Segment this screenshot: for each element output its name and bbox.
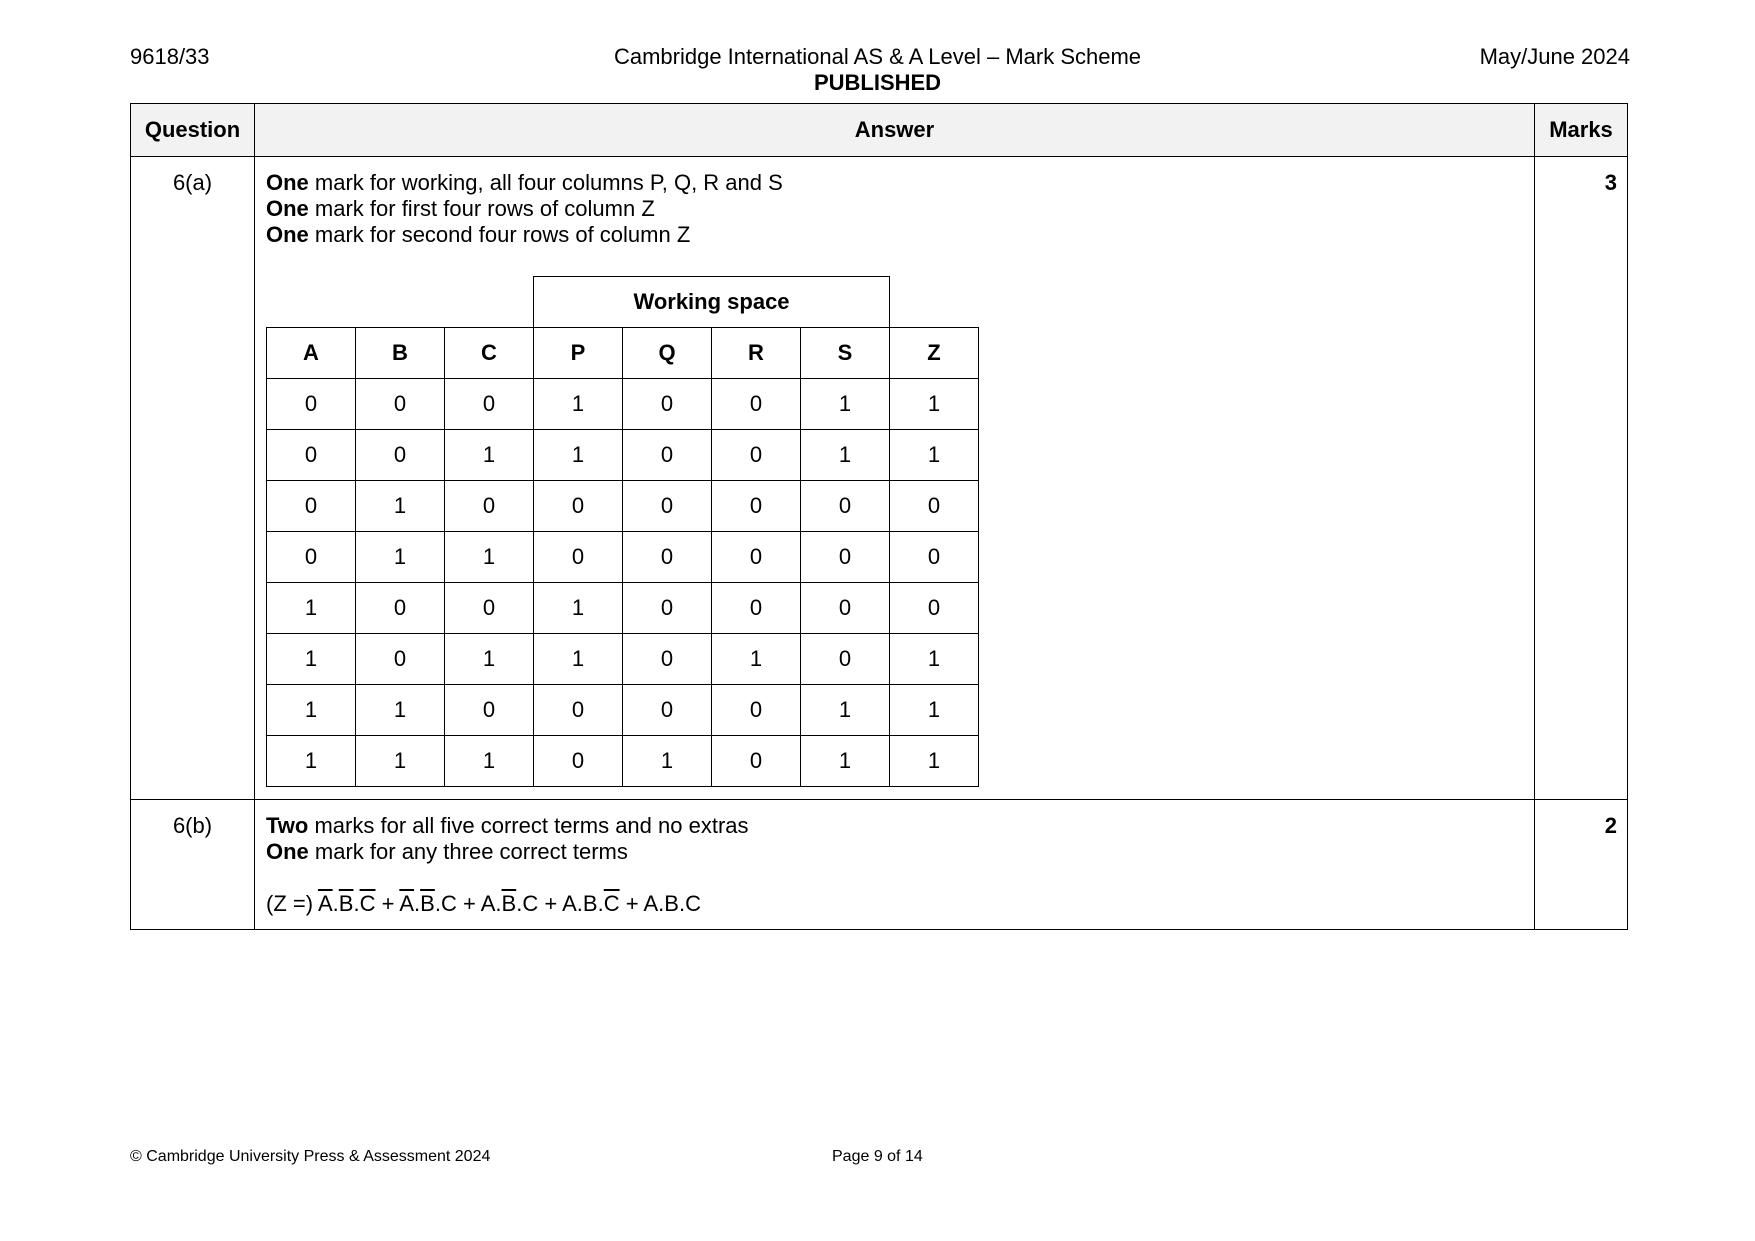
variable: A (480, 891, 496, 916)
plus-operator: + (375, 891, 400, 916)
variable: C (685, 891, 701, 916)
published-label: PUBLISHED (813, 70, 942, 95)
column-header-p: P (534, 328, 623, 379)
table-row (267, 379, 979, 430)
question-number: 6(b) (131, 800, 255, 930)
table-cell: 1 (534, 379, 623, 430)
expression-term: $A.B.\overline{C}$ (562, 891, 620, 916)
table-cell: 1 (890, 736, 979, 787)
table-cell: 1 (534, 430, 623, 481)
table-cell: 0 (801, 634, 890, 685)
column-header-s: S (801, 328, 890, 379)
variable: A (562, 891, 577, 916)
table-cell: 0 (356, 634, 445, 685)
table-cell: 0 (623, 583, 712, 634)
mark-criteria (266, 813, 1524, 865)
table-cell: 0 (623, 430, 712, 481)
criterion-text: marks for all five correct terms and no extras (308, 813, 749, 838)
table-cell: 0 (534, 736, 623, 787)
table-cell: 1 (445, 430, 534, 481)
truth-table (266, 276, 979, 787)
criterion-count: One (266, 222, 309, 247)
table-cell: 1 (445, 532, 534, 583)
table-cell: 1 (801, 736, 890, 787)
table-cell: 0 (623, 634, 712, 685)
boolean-expression (266, 891, 1524, 917)
table-row (267, 634, 979, 685)
paper-code: 9618/33 (130, 44, 210, 69)
negated-variable: $\overline{A}$ (317, 891, 333, 916)
expression-term: $\overline{A}.\overline{B}.C$ (399, 891, 457, 916)
table-cell: 0 (712, 736, 801, 787)
expression-prefix: (Z =) (266, 891, 318, 916)
column-header-a: A (267, 328, 356, 379)
table-row (267, 736, 979, 787)
expression-term: A.B.C (643, 891, 701, 916)
negated-variable: $\overline{C}$ (359, 891, 376, 916)
table-cell: 1 (890, 634, 979, 685)
table-cell: 1 (267, 685, 356, 736)
negated-variable: $\overline{C}$ (603, 891, 620, 916)
page-number: Page 9 of 14 (832, 1148, 923, 1165)
table-cell: 0 (712, 685, 801, 736)
working-space-row (267, 277, 979, 328)
table-cell: 1 (267, 583, 356, 634)
table-cell: 1 (801, 379, 890, 430)
criterion-line (266, 813, 1524, 839)
variable: B (664, 891, 679, 916)
table-cell: 0 (356, 430, 445, 481)
mark-scheme-table (130, 103, 1628, 930)
copyright-notice: © Cambridge University Press & Assessment 2024 (130, 1148, 491, 1165)
criterion-line (266, 196, 1524, 222)
negated-variable: $\overline{A}$ (399, 891, 415, 916)
table-cell: 0 (445, 379, 534, 430)
col-question-header: Question (131, 104, 255, 157)
criterion-count: One (266, 170, 309, 195)
marks-value: 3 (1535, 157, 1628, 800)
col-marks-header: Marks (1535, 104, 1628, 157)
column-header-z: Z (890, 328, 979, 379)
exam-session: May/June 2024 (1479, 44, 1630, 69)
criterion-line (266, 222, 1524, 248)
table-cell: 0 (356, 583, 445, 634)
variable: C (440, 891, 457, 916)
question-number: 6(a) (131, 157, 255, 800)
row-6b (131, 800, 1628, 930)
negated-variable: $\overline{B}$ (420, 891, 435, 916)
table-cell: 0 (712, 583, 801, 634)
table-cell: 0 (445, 583, 534, 634)
column-header-r: R (712, 328, 801, 379)
table-row (267, 481, 979, 532)
criterion-line (266, 170, 1524, 196)
table-cell: 0 (356, 379, 445, 430)
table-cell: 0 (623, 685, 712, 736)
expression-term: $A.\overline{B}.C$ (480, 891, 539, 916)
table-cell: 0 (801, 532, 890, 583)
criterion-count: One (266, 196, 309, 221)
negated-variable: $\overline{B}$ (338, 891, 354, 916)
table-cell: 0 (890, 583, 979, 634)
table-cell: 0 (445, 481, 534, 532)
table-cell: 0 (267, 481, 356, 532)
criterion-text: mark for second four rows of column Z (308, 222, 691, 247)
table-cell: 0 (534, 481, 623, 532)
table-cell: 1 (445, 634, 534, 685)
table-row (267, 532, 979, 583)
table-cell: 1 (267, 634, 356, 685)
variable: C (522, 891, 539, 916)
table-cell: 0 (267, 430, 356, 481)
marks-value: 2 (1535, 800, 1628, 930)
table-cell: 1 (623, 736, 712, 787)
table-cell: 1 (356, 532, 445, 583)
truth-table-header-row (267, 328, 979, 379)
table-cell: 0 (801, 583, 890, 634)
working-space-header: Working space (534, 277, 890, 328)
criterion-text: mark for any three correct terms (308, 839, 628, 864)
table-row (267, 430, 979, 481)
table-row (267, 685, 979, 736)
table-cell: 1 (890, 685, 979, 736)
table-cell: 0 (445, 685, 534, 736)
table-cell: 1 (356, 685, 445, 736)
column-header-q: Q (623, 328, 712, 379)
criterion-line (266, 839, 1524, 865)
col-answer-header: Answer (255, 104, 1535, 157)
table-cell: 0 (623, 532, 712, 583)
table-cell: 0 (890, 481, 979, 532)
table-cell: 1 (534, 634, 623, 685)
negated-variable: $\overline{B}$ (501, 891, 517, 916)
column-header-b: B (356, 328, 445, 379)
table-cell: 1 (267, 736, 356, 787)
answer-cell (255, 157, 1535, 800)
table-cell: 1 (534, 583, 623, 634)
table-cell: 0 (890, 532, 979, 583)
table-cell: 0 (712, 481, 801, 532)
plus-operator: + (619, 891, 644, 916)
header-row (131, 104, 1628, 157)
table-cell: 0 (712, 430, 801, 481)
expression-term: $\overline{A}.\overline{B}.\overline{C}$ (317, 891, 376, 916)
table-cell: 0 (712, 532, 801, 583)
table-row (267, 583, 979, 634)
table-cell: 0 (623, 379, 712, 430)
table-cell: 0 (534, 532, 623, 583)
variable: B (582, 891, 598, 916)
table-cell: 0 (712, 379, 801, 430)
table-cell: 1 (445, 736, 534, 787)
table-cell: 1 (890, 379, 979, 430)
table-cell: 0 (534, 685, 623, 736)
plus-operator: + (456, 891, 481, 916)
table-cell: 1 (801, 430, 890, 481)
table-cell: 1 (356, 736, 445, 787)
criterion-count: One (266, 839, 309, 864)
table-cell: 0 (267, 379, 356, 430)
document-title: Cambridge International AS & A Level – Mark Scheme (613, 44, 1142, 69)
table-cell: 0 (623, 481, 712, 532)
table-cell: 1 (890, 430, 979, 481)
column-header-c: C (445, 328, 534, 379)
criterion-text: mark for first four rows of column Z (308, 196, 655, 221)
plus-operator: + (538, 891, 563, 916)
row-6a (131, 157, 1628, 800)
table-cell: 1 (801, 685, 890, 736)
table-cell: 1 (356, 481, 445, 532)
criterion-count: Two (266, 813, 309, 838)
table-cell: 0 (267, 532, 356, 583)
table-cell: 1 (712, 634, 801, 685)
table-cell: 0 (801, 481, 890, 532)
answer-cell (255, 800, 1535, 930)
criterion-text: mark for working, all four columns P, Q, R and S (308, 170, 783, 195)
mark-criteria (266, 170, 1524, 248)
variable: A (643, 891, 659, 916)
